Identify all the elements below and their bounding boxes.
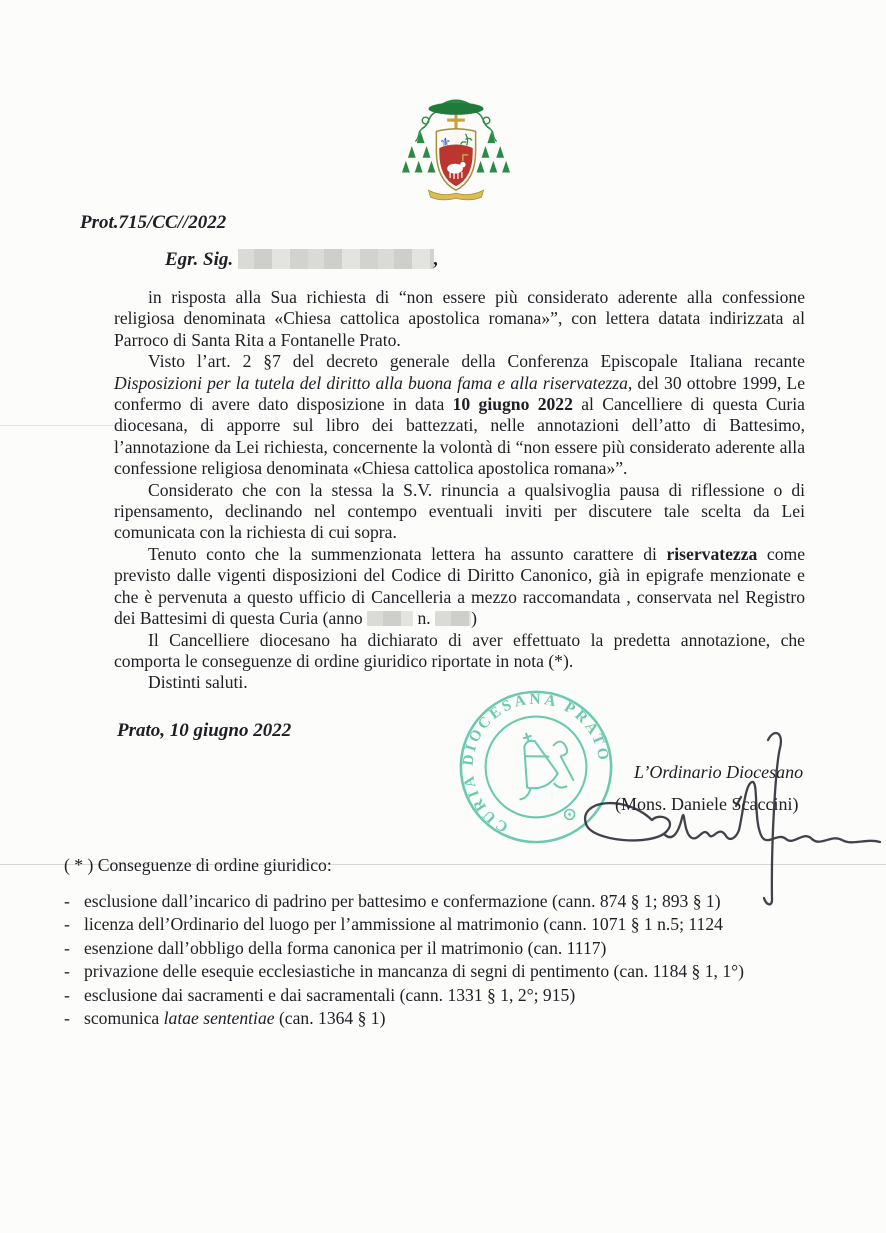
p2-text-3: al Cancelliere di questa Curia diocesana, di apporre sul libro dei battezzati, nelle annotazioni dell’atto di Battesimo, l’annotazione da Lei richiesta, concernente la volontà di “non essere più considerato aderente alla confessione religiosa denominata «Chiesa cattolica apostolica romana»”. [114, 394, 805, 479]
list-item-post: (can. 1364 § 1) [274, 1008, 386, 1029]
dateline: Prato, 10 giugno 2022 [117, 720, 292, 741]
list-item [64, 984, 844, 1007]
list-dash: - [64, 937, 70, 958]
svg-text:CURIA DIOCESANA PRATO [459, 691, 612, 836]
list-item [64, 913, 844, 936]
paragraph-5: Il Cancelliere diocesano ha dichiarato di aver effettuato la predetta annotazione, che comporta le conseguenze di ordine giuridico riportate in nota (*). [114, 629, 805, 671]
list-item-text: esclusione dall’incarico di padrino per battesimo e confermazione (cann. 874 § 1; 893 § 1) [84, 891, 721, 911]
paragraph-3: Considerato che con la stessa la S.V. rinuncia a qualsivoglia pausa di riflessione o di ripensamento, declinando nel contempo eventuali inviti per discutere tale scelta da Lei comunicata con la richiesta di cui sopra. [114, 479, 805, 543]
footnote-section [64, 855, 844, 1030]
list-item [64, 960, 844, 983]
redacted-year [367, 611, 413, 626]
closing-line: Distinti saluti. [148, 672, 248, 693]
list-item-latin: latae sententiae [163, 1008, 275, 1029]
redacted-register-number [435, 611, 471, 626]
p4-text-3: n. [413, 608, 436, 629]
salutation-line [165, 249, 439, 271]
curia-diocesana-prato-stamp [452, 683, 620, 856]
footnote-header: ( * ) Conseguenze di ordine giuridico: [64, 855, 332, 875]
signer-title: L’Ordinario Diocesano [634, 762, 804, 782]
list-item [64, 937, 844, 960]
list-item-text: esclusione dai sacramenti e dai sacramentali (cann. 1331 § 1, 2°; 915) [84, 984, 576, 1005]
list-dash: - [64, 914, 70, 935]
list-item-text [84, 1007, 385, 1030]
signer-name: (Mons. Daniele Scaccini) [615, 794, 799, 814]
list-item-text: licenza dell’Ordinario del luogo per l’ammissione al matrimonio (cann. 1071 § 1 n.5; 1124 [84, 914, 723, 935]
p4-riservatezza-bold: riservatezza [666, 543, 758, 564]
list-dash: - [64, 961, 70, 982]
paragraph-1: in risposta alla Sua richiesta di “non essere più considerato aderente alla confessione religiosa denominata «Chiesa cattolica apostolica romana»”, con lettera datata indirizzata al Parroco di Santa Rita a Fontanelle Prato. [114, 287, 805, 350]
fold-line-upper [0, 425, 120, 426]
stamp-ring-text: CURIA DIOCESANA PRATO [459, 690, 613, 836]
list-item [64, 890, 844, 913]
paragraph-2 [114, 351, 805, 479]
list-item-text: esenzione dall’obbligo della forma canonica per il matrimonio (can. 1117) [84, 937, 607, 958]
p2-text: Visto l’art. 2 §7 del decreto generale della Conferenza Episcopale Italiana recante [148, 351, 805, 372]
p2-text-2: del 30 ottobre 1999, Le confermo di avere dato disposizione in data [114, 372, 805, 415]
list-item [64, 1007, 844, 1030]
list-dash: - [64, 984, 70, 1005]
episcopal-coat-of-arms-icon [397, 92, 515, 207]
list-item-pre: scomunica [84, 1008, 164, 1029]
letter-body [114, 287, 805, 694]
protocol-number: Prot.715/CC//2022 [80, 212, 227, 233]
svg-text:⚜: ⚜ [439, 136, 451, 150]
redacted-recipient-name [238, 249, 434, 269]
list-dash: - [64, 891, 70, 911]
consequences-list [64, 890, 844, 1030]
salutation-suffix: , [433, 249, 439, 270]
paragraph-4 [114, 544, 805, 630]
p4-text: Tenuto conto che la summenzionata lettera ha assunto carattere di [148, 543, 667, 564]
list-item-text: privazione delle esequie ecclesiastiche in mancanza di segni di pentimento (can. 1184 § 1, 1°) [84, 961, 745, 982]
p4-text-2: come previsto dalle vigenti disposizioni del Codice di Diritto Canonico, già in epigrafe menzionate e che è pervenuta a questo ufficio di Cancelleria a mezzo raccomandata , conservata nel Registro dei Battesimi di questa Curia (anno [114, 543, 805, 629]
salutation-prefix: Egr. Sig. [165, 249, 234, 270]
list-dash: - [64, 1008, 70, 1029]
p2-decree-title: Disposizioni per la tutela del diritto alla buona fama e alla riservatezza, [114, 372, 633, 393]
p2-date-bold: 10 giugno 2022 [452, 394, 573, 415]
p4-text-4: ) [471, 608, 477, 629]
